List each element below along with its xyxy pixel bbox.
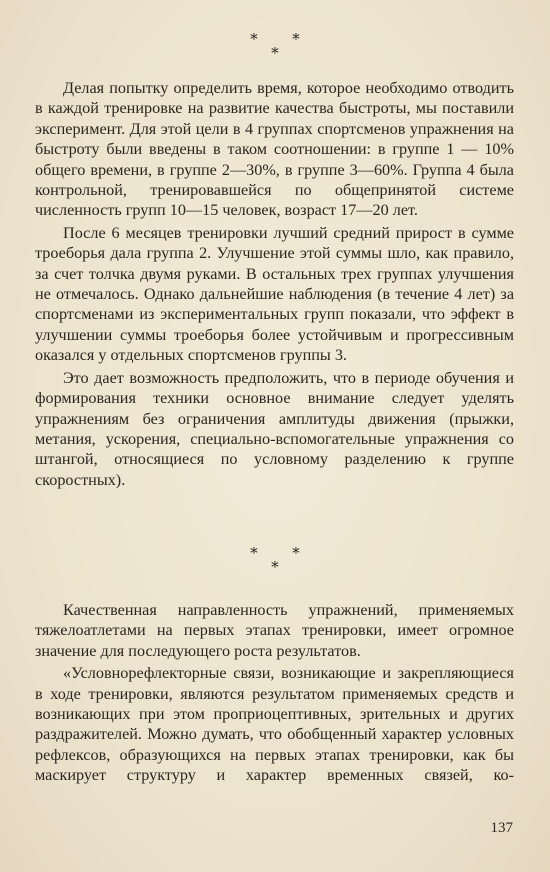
page-number: 137 <box>490 820 513 836</box>
section-1-text <box>35 78 514 490</box>
paragraph: Это дает возможность предположить, что в периоде обучения и формирования техники основное внимание следует уделять упражнениям без ограничения амплитуды движения (прыжки, метания, ускорения, специально-вспомогательные упражнения со штангой, относящиеся по условному разделению к группе скоростных). <box>35 368 514 489</box>
paragraph: Делая попытку определить время, которое необходимо отводить в каждой тренировке на развитие качества быстроты, мы поставили эксперимент. Для этой цели в 4 группах спортсменов упражнения на быстроту были введены в таком соотношении: в группе 1 — 10% общего времени, в группе 2—30%, в группе 3—60%. Группа 4 была контрольной, тренировавшейся по общепринятой системе численность групп 10—15 человек, возраст 17—20 лет. <box>35 79 514 220</box>
paragraph: Качественная направленность упражнений, применяемых тяжелоатлетами на первых этапах тренировки, имеет огромное значение для последующего роста результатов. <box>35 601 514 660</box>
paragraph: После 6 месяцев тренировки лучший средний прирост в сумме троеборья дала группа 2. Улучшение этой суммы шло, как правило, за счет толчка двумя руками. В остальных трех группах улучшения не отмечалось. Однако дальнейшие наблюдения (в течение 4 лет) за спортсменами из экспериментальных групп показали, что эффект в улучшении суммы троеборья более устойчивым и прогрессивным оказался у отдельных спортсменов группы 3. <box>35 223 514 365</box>
paragraph: «Условнорефлекторные связи, возникающие и закрепляющиеся в ходе тренировки, являются результатом применяемых средств и возникающих при этом проприоцептивных, зрительных и других раздражителей. Можно думать, что обобщенный характер условных рефлексов, образующихся на первых этапах тренировки, как бы маскирует структуру и характер временных связей, ко- <box>35 664 514 785</box>
section-divider-middle: ∗ ∗ ∗ <box>248 543 316 573</box>
section-2-text <box>35 600 514 786</box>
section-divider-top: ∗ ∗ ∗ <box>248 29 316 59</box>
